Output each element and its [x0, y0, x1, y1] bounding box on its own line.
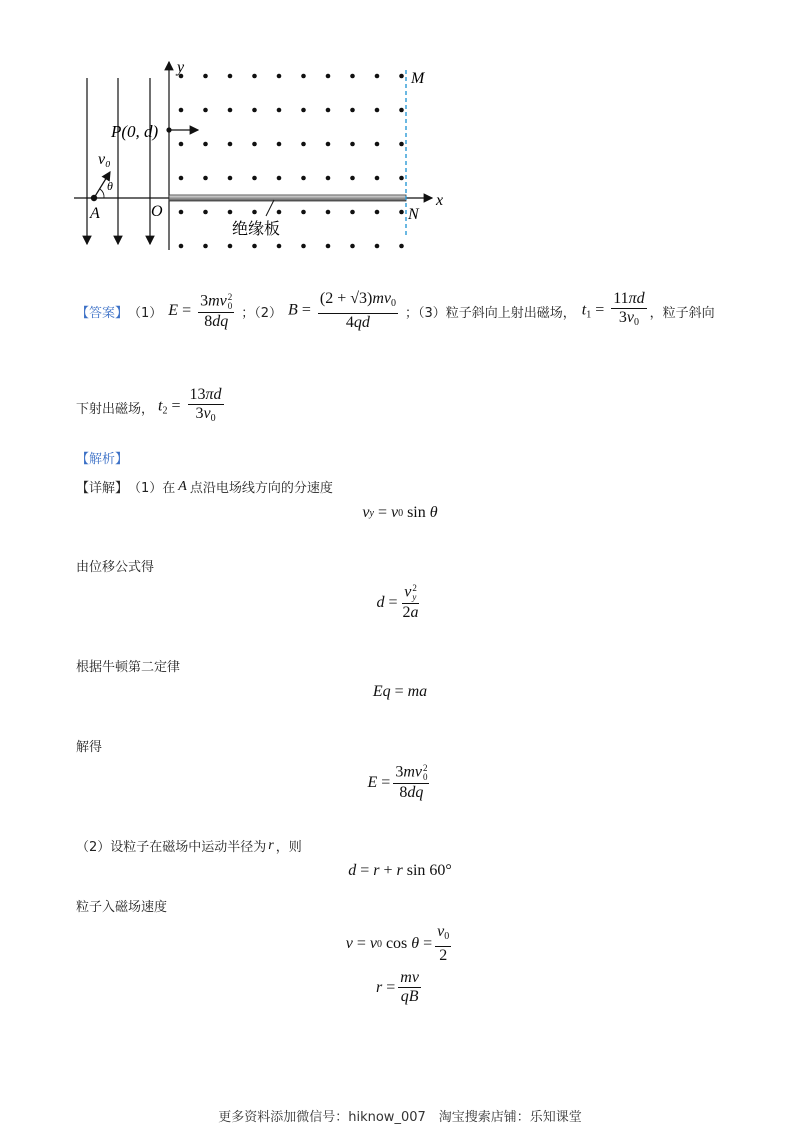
label-y: y: [177, 59, 185, 76]
field-dot: [301, 244, 306, 249]
field-dot: [203, 244, 208, 249]
label-a: A: [90, 205, 100, 222]
field-dot: [350, 244, 355, 249]
eq-radius-relation: d = r + r sin 60°: [348, 862, 452, 879]
field-dot: [277, 244, 282, 249]
answer-tag: 【答案】: [76, 305, 129, 321]
answer-t1-formula: $t_1$ = $\frac{11\pi d}{3v_0}$: [581, 290, 645, 328]
analysis-tag: 【解析】: [76, 452, 129, 467]
field-dot: [252, 176, 257, 181]
field-dot: [375, 108, 380, 113]
field-dot: [203, 176, 208, 181]
field-dot: [203, 74, 208, 79]
text-solve: 解得: [76, 740, 103, 755]
field-dot: [350, 210, 355, 215]
field-dot: [301, 176, 306, 181]
field-dot: [228, 244, 233, 249]
part2-intro: [76, 836, 302, 855]
field-dot: [301, 142, 306, 147]
field-dot: [179, 176, 184, 181]
label-n: N: [408, 206, 419, 223]
field-dot: [277, 74, 282, 79]
answer-part2-label: ；（2）: [241, 305, 283, 321]
detail-intro-point: A: [178, 478, 187, 494]
field-dot: [326, 108, 331, 113]
label-m: M: [411, 70, 425, 87]
field-dot: [350, 108, 355, 113]
label-v0: v₀: [98, 151, 111, 168]
field-dot: [375, 244, 380, 249]
eq-eq-ma: Eq = ma: [372, 683, 428, 700]
field-dot: [179, 244, 184, 249]
field-dot: [350, 176, 355, 181]
label-o: O: [151, 203, 163, 220]
footer-note: 更多资料添加微信号：hiknow_007 淘宝搜索店铺：乐知课堂: [218, 1110, 582, 1125]
text-entry-speed: 粒子入磁场速度: [76, 900, 168, 915]
answer-part3-label: ；（3）粒子斜向上射出磁场，: [404, 305, 576, 321]
label-plate: 绝缘板: [232, 219, 281, 238]
eq-r: r = $\frac{mv}{qB}$: [376, 969, 419, 1005]
answer-part3-tail: ，粒子斜向: [649, 305, 715, 321]
answer-line2-text: 下射出磁场，: [76, 401, 155, 417]
field-dot: [375, 210, 380, 215]
field-dot: [252, 210, 257, 215]
field-dot: [252, 108, 257, 113]
physics-figure: [70, 58, 460, 258]
field-dot: [277, 210, 282, 215]
label-p: P(0, d): [111, 122, 159, 141]
field-dot: [326, 244, 331, 249]
field-dot: [277, 142, 282, 147]
field-dot: [203, 210, 208, 215]
field-dot: [277, 176, 282, 181]
field-dot: [252, 244, 257, 249]
field-dot: [203, 108, 208, 113]
field-dot: [252, 74, 257, 79]
field-dot: [350, 142, 355, 147]
detail-tag: 【详解】: [76, 481, 129, 496]
eq-d: d = v 2 y 2a: [376, 583, 419, 621]
field-dot: [350, 74, 355, 79]
text-newton: 根据牛顿第二定律: [76, 660, 181, 675]
field-dot: [301, 210, 306, 215]
answer-b-formula: B = $\frac{(2 + √3)mv_0}{4qd}$: [288, 290, 396, 331]
field-dot: [228, 108, 233, 113]
text-displacement: 由位移公式得: [76, 560, 155, 575]
theta-arc: [100, 189, 104, 198]
plate-pointer: [266, 200, 274, 216]
field-dot: [179, 142, 184, 147]
detail-intro-a: （1）在: [128, 481, 176, 496]
field-dot: [399, 210, 404, 215]
field-dot: [399, 176, 404, 181]
field-dot: [326, 74, 331, 79]
field-dot: [399, 142, 404, 147]
field-dot: [399, 244, 404, 249]
field-dot: [228, 142, 233, 147]
field-dot: [399, 74, 404, 79]
field-dot: [301, 108, 306, 113]
field-dot: [252, 142, 257, 147]
eq-vy: v y = v 0 sin θ: [362, 504, 438, 521]
field-dot: [228, 210, 233, 215]
field-dot: [375, 176, 380, 181]
magnetic-field-dots: [179, 74, 404, 249]
field-dot: [203, 142, 208, 147]
answer-e-formula: E = 3mv 2 0 8dq: [168, 291, 233, 330]
field-dot: [301, 74, 306, 79]
field-dot: [399, 108, 404, 113]
answer-line-1: [76, 284, 715, 338]
part2-b: ，则: [275, 840, 302, 855]
eq-e-result: E = 3mv 2 0 8dq: [367, 763, 428, 801]
field-dot: [375, 142, 380, 147]
detail-intro: [76, 477, 333, 496]
field-dot: [326, 210, 331, 215]
field-dot: [375, 74, 380, 79]
field-dot: [228, 74, 233, 79]
field-dot: [326, 142, 331, 147]
field-dot: [277, 108, 282, 113]
label-x: x: [436, 192, 444, 209]
field-dot: [179, 210, 184, 215]
eq-v: v = v 0 cos θ = $\frac{v_0}{2}$: [345, 923, 450, 964]
field-dot: [179, 108, 184, 113]
label-theta: θ: [107, 179, 113, 193]
insulating-plate: [169, 195, 406, 201]
field-dot: [326, 176, 331, 181]
part2-a: （2）设粒子在磁场中运动半径为: [76, 840, 267, 855]
answer-line-2: [76, 380, 227, 434]
answer-part1-label: （1）: [128, 305, 163, 321]
point-p: [166, 127, 171, 132]
detail-intro-b: 点沿电场线方向的分速度: [189, 481, 333, 496]
answer-t2-formula: $t_2$ = $\frac{13\pi d}{3v_0}$: [158, 386, 222, 424]
field-dot: [228, 176, 233, 181]
part2-r: r: [268, 837, 274, 853]
